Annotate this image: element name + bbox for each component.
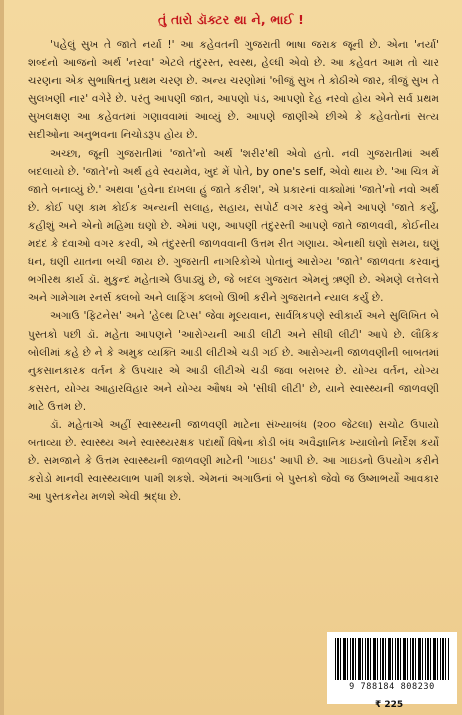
barcode-icon	[335, 638, 449, 680]
paragraph-1: 'પહેલું સુખ તે જાતે નર્યા !' આ કહેવતની ગુજરાતી ભાષા જરાક જૂની છે. એના 'નર્યા' શબ્દનો આજનો અર્થ 'નરવા' એટલે તંદુરસ્ત, સ્વસ્થ, હેલ્ધી એવો છે. આ કહેવત આમ તો ચાર ચરણના એક સુભાષિતનું પ્રથમ ચરણ છે. અન્ય ચરણોમાં 'બીજું સુખ તે કોઠીએ જાર, ત્રીજું સુખ તે સુલખણી નાર' વગેરે છે. પરંતુ આપણી જાત, આપણો પંડ, આપણો દેહ નરવો હોય એને સર્વ પ્રથમ સુખલક્ષણ આ કહેવતમાં ગણાવવામાં આવ્યું છે. આપણે જાણીએ છીએ કે કહેવતોનાં સત્ય સદીઓના અનુભવના નિચોડરૂપ હોય છે.	[28, 39, 439, 142]
barcode-box	[327, 632, 457, 704]
page-edge	[0, 0, 4, 715]
paragraph-4: ડૉ. મહેતાએ અહીં સ્વાસ્થ્યની જાળવણી માટેના સંખ્યાબંધ (૨૦૦ જેટલા) સચોટ ઉપાયો બતાવ્યા છે. સ્વાસ્થ્ય અને સ્વાસ્થ્યરક્ષક પદાર્થો વિષેના કોડી બંધ અવૈજ્ઞાનિક ખ્યાલોનો નિર્દેશ કર્યો છે. સમજાને કે ઉત્તમ સ્વાસ્થ્યની જાળવણી માટેની 'ગાઇડ' આપી છે. આ ગાઇડનો ઉપયોગ કરીને કરોડો માનવી સ્વાસ્થ્યલાભ પામી શકશે. એમનાં અગાઉનાં બે પુસ્તકો જેવો જ ઉષ્માભર્યો આવકાર આ પુસ્તકનેય મળશે એવી શ્રદ્ધા છે.	[28, 418, 439, 504]
blurb-text	[28, 36, 439, 506]
price-label: ₹ 225	[375, 700, 404, 710]
isbn-number: 9 788184 808230	[349, 682, 435, 692]
page-title: તું તારો ડૉક્ટર થા ને, ભાઈ !	[158, 12, 304, 27]
paragraph-2: અચ્છા, જૂની ગુજરાતીમાં 'જાતે'નો અર્થ 'શરીર'થી એવો હતો. નવી ગુજરાતીમાં અર્થ બદલાયો છે. 'જાતે'નો અર્થ હવે સ્વયમેવ, ખુદ મેં પોતે, by one's self, એવો થાય છે. 'આ ચિત્ર મેં જાતે બનાવ્યું છે.' અથવા 'હવેના દાખલા હું જાતે કરીશ', એ પ્રકારનાં વાક્યોમાં 'જાતે'નો નવો અર્થ છે. કોઈ પણ કામ કોઈક અન્યની સલાહ, સહાય, સપોર્ટ વગર કરવું એને આપણે 'જાતે કર્યું, કહીશું અને એનો મહિમા ઘણો છે. એમાં પણ, આપણી તંદુરસ્તી આપણે જાતે જાળવવી, કોઈનીય મદદ કે દવાઓ વગર કરવી, એ તંદુરસ્તી જાળવવાની ઉત્તમ રીત ગણાય. એનાથી ઘણો સમય, ઘણું ધન, ઘણી યાતના બચી જાય છે. ગુજરાતી નાગરિકોએ પોતાનું આરોગ્ય 'જાતે' જાળવતા કરવાનું ભગીરથ કાર્ય ડૉ. મુકુન્દ મહેતાએ ઉપાડ્યું છે, જે બદલ ગુજરાત એમનું ઋણી છે. એમણે લત્તેલત્તે અને ગામેગામ રનર્સ ક્લબો અને લાફિંગ ક્લબો ઊભી કરીને ગુજરાતને ન્યાલ કર્યું છે.	[28, 147, 439, 305]
paragraph-3: અગાઉ 'ફિટનેસ' અને 'હેલ્થ ટિપ્સ' જેવા મૂલ્યવાન, સાર્વત્રિકપણે સ્વીકાર્ય અને સુલિખિત બે પુસ્તકો પછી ડૉ. મહેતા આપણને 'આરોગ્યની આડી લીટી અને સીધી લીટી' આપે છે. લૌકિક બોલીમાં કહે છે ને કે અમુક વ્યક્તિ આડી લીટીએ ચડી ગઈ છે. આરોગ્યની જાળવણીની બાબતમાં નુકસાનકારક વર્તન કે ઉપચાર એ આડી લીટીએ ચડી જવા બરાબર છે. યોગ્ય વર્તન, યોગ્ય કસરત, યોગ્ય આહારવિહાર અને યોગ્ય ઔષધ એ 'સીધી લીટી' છે, યાને સ્વાસ્થ્યની જાળવણી માટે ઉત્તમ છે.	[28, 310, 439, 413]
